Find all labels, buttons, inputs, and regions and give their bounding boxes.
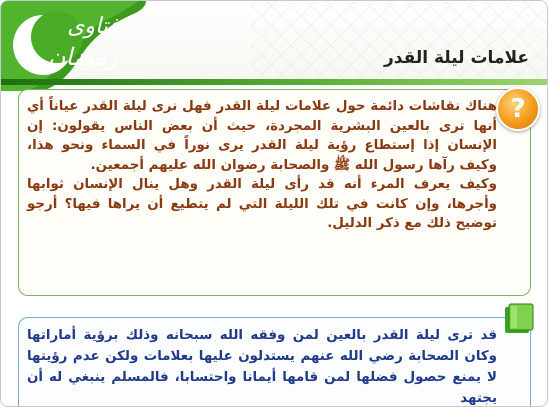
logo-line2: رمضان (47, 43, 119, 71)
title-bar (259, 37, 548, 79)
ramadan-logo (1, 1, 151, 91)
logo-line1: فتاوى (67, 14, 119, 39)
title-underline (1, 79, 548, 85)
page-title: علامات ليلة القدر (384, 48, 529, 68)
answer-text (27, 325, 497, 407)
question-paragraph-2: وكيف يعرف المرء أنه قد رأى ليلة القدر وهل ينال الإنسان ثوابها وأجرها، وإن كانت في تلك الليلة التي لم يتطيع أن يراها فيها؟ أرجو توضيح ذلك مع ذكر الدليل. (27, 177, 497, 231)
book-icon (501, 301, 537, 337)
question-paragraph-1: هناك نقاشات دائمة حول علامات ليلة القدر فهل نرى ليلة القدر عياناً أي أنها ترى بالعين البشرية المجردة، حيث أن بعض الناس يقولون: إن الإنسان إذا إستطاع رؤية ليلة القدر يرى نوراً في السماء ونحو هذا، وكيف رآها رسول الله ﷺ والصحابة رضوان الله عليهم أجمعين. (27, 99, 497, 173)
question-text (27, 97, 497, 234)
question-mark-icon: ? (496, 87, 540, 131)
answer-paragraph: قد ترى ليلة القدر بالعين لمن وفقه الله سبحانه وذلك برؤية أماراتها وكان الصحابة رضي الله عنهم يستدلون عليها بعلامات ولكن عدم رؤيتها لا يمنع حصول فضلها لمن قامها أيمانا واحتسابا، فالمسلم ينبغي له أن يجتهد (27, 328, 497, 406)
